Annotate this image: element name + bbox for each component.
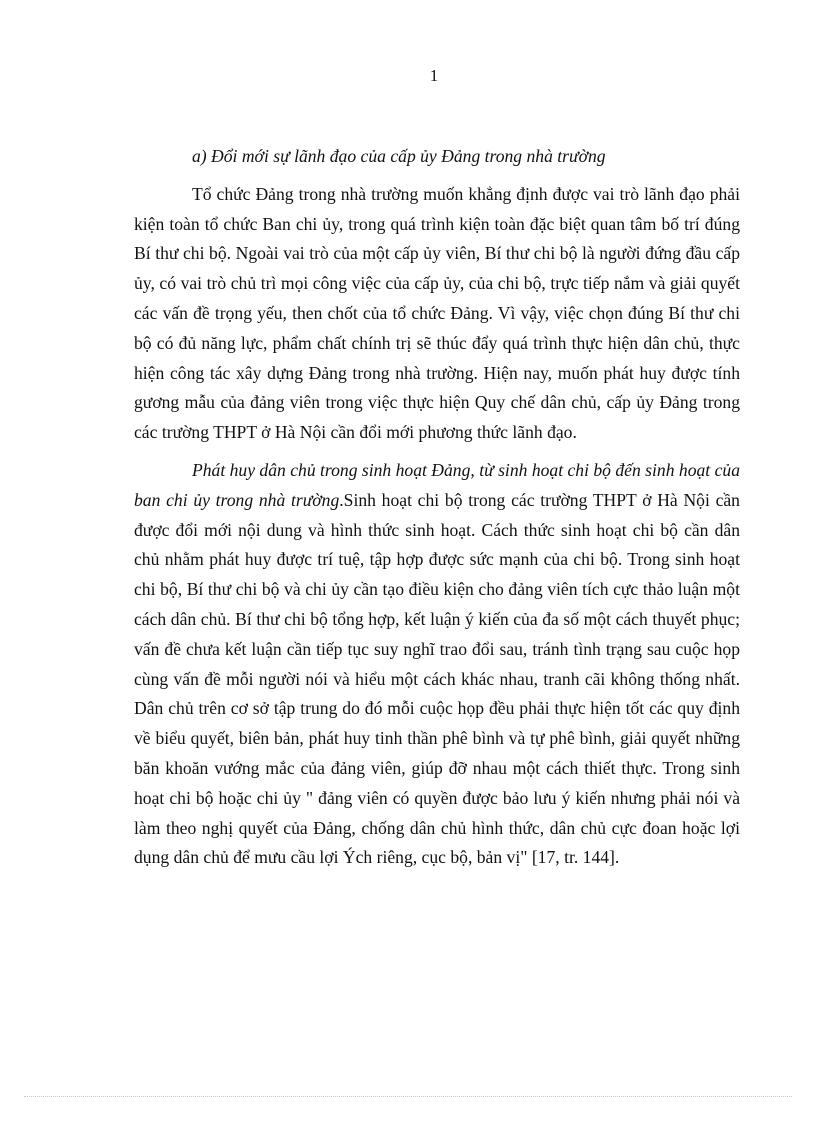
paragraph-2-body: .Sinh hoạt chi bộ trong các trường THPT ở Hà Nội cần được đổi mới nội dung và hình thức sinh hoạt. Cách thức sinh hoạt chi bộ cần dân chủ nhằm phát huy được trí tuệ, tập hợp được sức mạnh của chi bộ. Trong sinh hoạt chi bộ, Bí thư chi bộ và chi ủy cần tạo điều kiện cho đảng viên tích cực thảo luận một cách dân chủ. Bí thư chi bộ tổng hợp, kết luận ý kiến của đa số một cách thuyết phục; vấn đề chưa kết luận cần tiếp tục suy nghĩ trao đổi sau, tránh tình trạng sau cuộc họp cùng vấn đề mỗi người nói và hiểu một cách khác nhau, tranh cãi không thống nhất. Dân chủ trên cơ sở tập trung do đó mỗi cuộc họp đều phải thực hiện tốt các quy định về biểu quyết, biên bản, phát huy tinh thần phê bình và tự phê bình, giải quyết những băn khoăn vướng mắc của đảng viên, giúp đỡ nhau một cách thiết thực. Trong sinh hoạt chi bộ hoặc chi ủy " đảng viên có quyền được bảo lưu ý kiến nhưng phải nói và làm theo nghị quyết của Đảng, chống dân chủ hình thức, dân chủ cực đoan hoặc lợi dụng dân chủ để mưu cầu lợi Ých riêng, cục bộ, bản vị" [17, tr. 144]. [134, 489, 740, 868]
paragraph-2-italic-lead: Phát huy dân chủ trong sinh hoạt Đảng, từ sinh hoạt chi bộ đến sinh hoạt của ban chi ủy trong nhà trường [134, 459, 740, 510]
paragraph-2 [134, 456, 740, 873]
page-bottom-rule [24, 1096, 792, 1097]
page-number: 1 [429, 66, 439, 85]
section-heading: a) Đổi mới sự lãnh đạo của cấp ủy Đảng trong nhà trường [192, 146, 606, 166]
page-content [134, 142, 740, 881]
paragraph-1: Tổ chức Đảng trong nhà trường muốn khẳng định được vai trò lãnh đạo phải kiện toàn tổ chức Ban chi ủy, trong quá trình kiện toàn đặc biệt quan tâm bố trí đúng Bí thư chi bộ. Ngoài vai trò của một cấp ủy viên, Bí thư chi bộ là người đứng đầu cấp ủy, có vai trò chủ trì mọi công việc của cấp ủy, của chi bộ, trực tiếp nắm và giải quyết các vấn đề trọng yếu, then chốt của tổ chức Đảng. Vì vậy, việc chọn đúng Bí thư chi bộ có đủ năng lực, phẩm chất chính trị sẽ thúc đẩy quá trình thực hiện dân chủ, thực hiện công tác xây dựng Đảng trong nhà trường. Hiện nay, muốn phát huy được tính gương mẫu của đảng viên trong việc thực hiện Quy chế dân chủ, cấp ủy Đảng trong các trường THPT ở Hà Nội cần đổi mới phương thức lãnh đạo. [134, 183, 740, 443]
